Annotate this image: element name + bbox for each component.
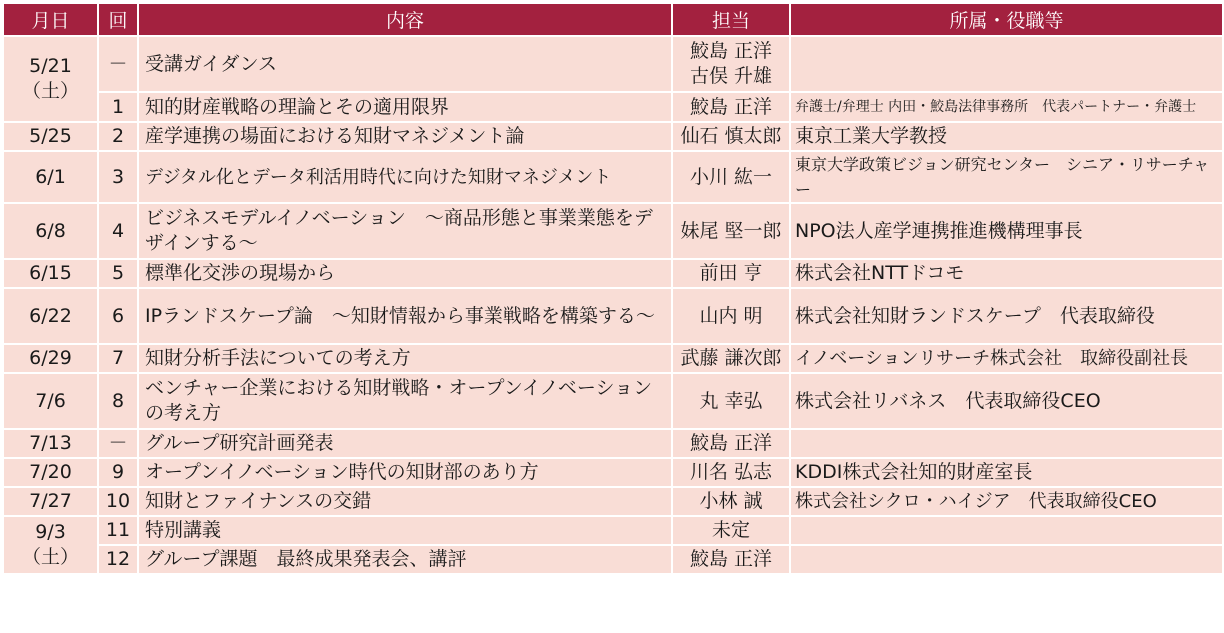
lecturer-cell: 丸 幸弘 (672, 373, 790, 429)
header-date: 月日 (3, 3, 98, 36)
lecturer-cell: 小林 誠 (672, 487, 790, 516)
content-cell: オープンイノベーション時代の知財部のあり方 (138, 458, 672, 487)
num-cell: 8 (98, 373, 138, 429)
content-cell: 受講ガイダンス (138, 36, 672, 92)
affiliation-cell: NPO法人産学連携推進機構理事長 (790, 203, 1223, 259)
content-cell: ビジネスモデルイノベーション ～商品形態と事業業態をデザインする～ (138, 203, 672, 259)
affiliation-cell (790, 516, 1223, 545)
affiliation-cell (790, 429, 1223, 458)
lecturer-cell: 鮫島 正洋 (672, 545, 790, 574)
num-cell: 7 (98, 344, 138, 373)
num-cell: 3 (98, 151, 138, 203)
content-cell: ベンチャー企業における知財戦略・オープンイノベーションの考え方 (138, 373, 672, 429)
affiliation-cell: 株式会社NTTドコモ (790, 259, 1223, 288)
affiliation-cell: KDDI株式会社知的財産室長 (790, 458, 1223, 487)
table-row (3, 429, 1223, 458)
lecturer-cell: 妹尾 堅一郎 (672, 203, 790, 259)
date-cell: 6/8 (3, 203, 98, 259)
affiliation-cell: 東京大学政策ビジョン研究センター シニア・リサーチャー (790, 151, 1223, 203)
content-cell: 産学連携の場面における知財マネジメント論 (138, 122, 672, 151)
table-row (3, 487, 1223, 516)
num-cell: 9 (98, 458, 138, 487)
lecturer-cell: 山内 明 (672, 288, 790, 344)
num-cell: 10 (98, 487, 138, 516)
content-cell: デジタル化とデータ利活用時代に向けた知財マネジメント (138, 151, 672, 203)
affiliation-cell: 株式会社知財ランドスケープ 代表取締役 (790, 288, 1223, 344)
date-cell: 5/25 (3, 122, 98, 151)
table-row (3, 516, 1223, 545)
date-cell: 5/21 （土） (3, 36, 98, 122)
affiliation-cell: イノベーションリサーチ株式会社 取締役副社長 (790, 344, 1223, 373)
affiliation-cell: 弁護士/弁理士 内田・鮫島法律事務所 代表パートナー・弁護士 (790, 92, 1223, 122)
lecturer-cell: 鮫島 正洋 (672, 429, 790, 458)
date-cell: 6/15 (3, 259, 98, 288)
table-row (3, 122, 1223, 151)
table-row (3, 151, 1223, 203)
date-cell: 6/1 (3, 151, 98, 203)
table-row (3, 92, 1223, 122)
table-row (3, 259, 1223, 288)
date-cell: 7/20 (3, 458, 98, 487)
table-row (3, 288, 1223, 344)
header-num: 回 (98, 3, 138, 36)
affiliation-cell: 東京工業大学教授 (790, 122, 1223, 151)
date-cell: 7/6 (3, 373, 98, 429)
lecturer-cell: 川名 弘志 (672, 458, 790, 487)
lecturer-cell: 前田 亨 (672, 259, 790, 288)
affiliation-cell: 株式会社シクロ・ハイジア 代表取締役CEO (790, 487, 1223, 516)
content-cell: 知財分析手法についての考え方 (138, 344, 672, 373)
table-row (3, 203, 1223, 259)
num-cell: － (98, 429, 138, 458)
table-row (3, 458, 1223, 487)
num-cell: 2 (98, 122, 138, 151)
content-cell: 特別講義 (138, 516, 672, 545)
content-cell: 知的財産戦略の理論とその適用限界 (138, 92, 672, 122)
content-cell: グループ課題 最終成果発表会、講評 (138, 545, 672, 574)
table-row (3, 344, 1223, 373)
date-cell: 7/27 (3, 487, 98, 516)
num-cell: 6 (98, 288, 138, 344)
lecturer-cell: 鮫島 正洋 (672, 92, 790, 122)
affiliation-cell (790, 36, 1223, 92)
date-cell: 6/29 (3, 344, 98, 373)
date-cell: 7/13 (3, 429, 98, 458)
num-cell: 1 (98, 92, 138, 122)
schedule-table (2, 2, 1224, 575)
num-cell: 4 (98, 203, 138, 259)
num-cell: 5 (98, 259, 138, 288)
num-cell: － (98, 36, 138, 92)
lecturer-cell: 小川 紘一 (672, 151, 790, 203)
table-row (3, 36, 1223, 92)
header-lecturer: 担当 (672, 3, 790, 36)
lecturer-cell: 仙石 慎太郎 (672, 122, 790, 151)
content-cell: 知財とファイナンスの交錯 (138, 487, 672, 516)
content-cell: IPランドスケープ論 ～知財情報から事業戦略を構築する～ (138, 288, 672, 344)
lecturer-cell: 未定 (672, 516, 790, 545)
num-cell: 12 (98, 545, 138, 574)
lecturer-cell: 武藤 謙次郎 (672, 344, 790, 373)
header-content: 内容 (138, 3, 672, 36)
header-row (3, 3, 1223, 36)
table-row (3, 545, 1223, 574)
header-affiliation: 所属・役職等 (790, 3, 1223, 36)
date-cell: 6/22 (3, 288, 98, 344)
content-cell: 標準化交渉の現場から (138, 259, 672, 288)
content-cell: グループ研究計画発表 (138, 429, 672, 458)
lecturer-cell: 鮫島 正洋 古俣 升雄 (672, 36, 790, 92)
date-cell: 9/3 （土） (3, 516, 98, 574)
affiliation-cell (790, 545, 1223, 574)
affiliation-cell: 株式会社リバネス 代表取締役CEO (790, 373, 1223, 429)
table-row (3, 373, 1223, 429)
num-cell: 11 (98, 516, 138, 545)
